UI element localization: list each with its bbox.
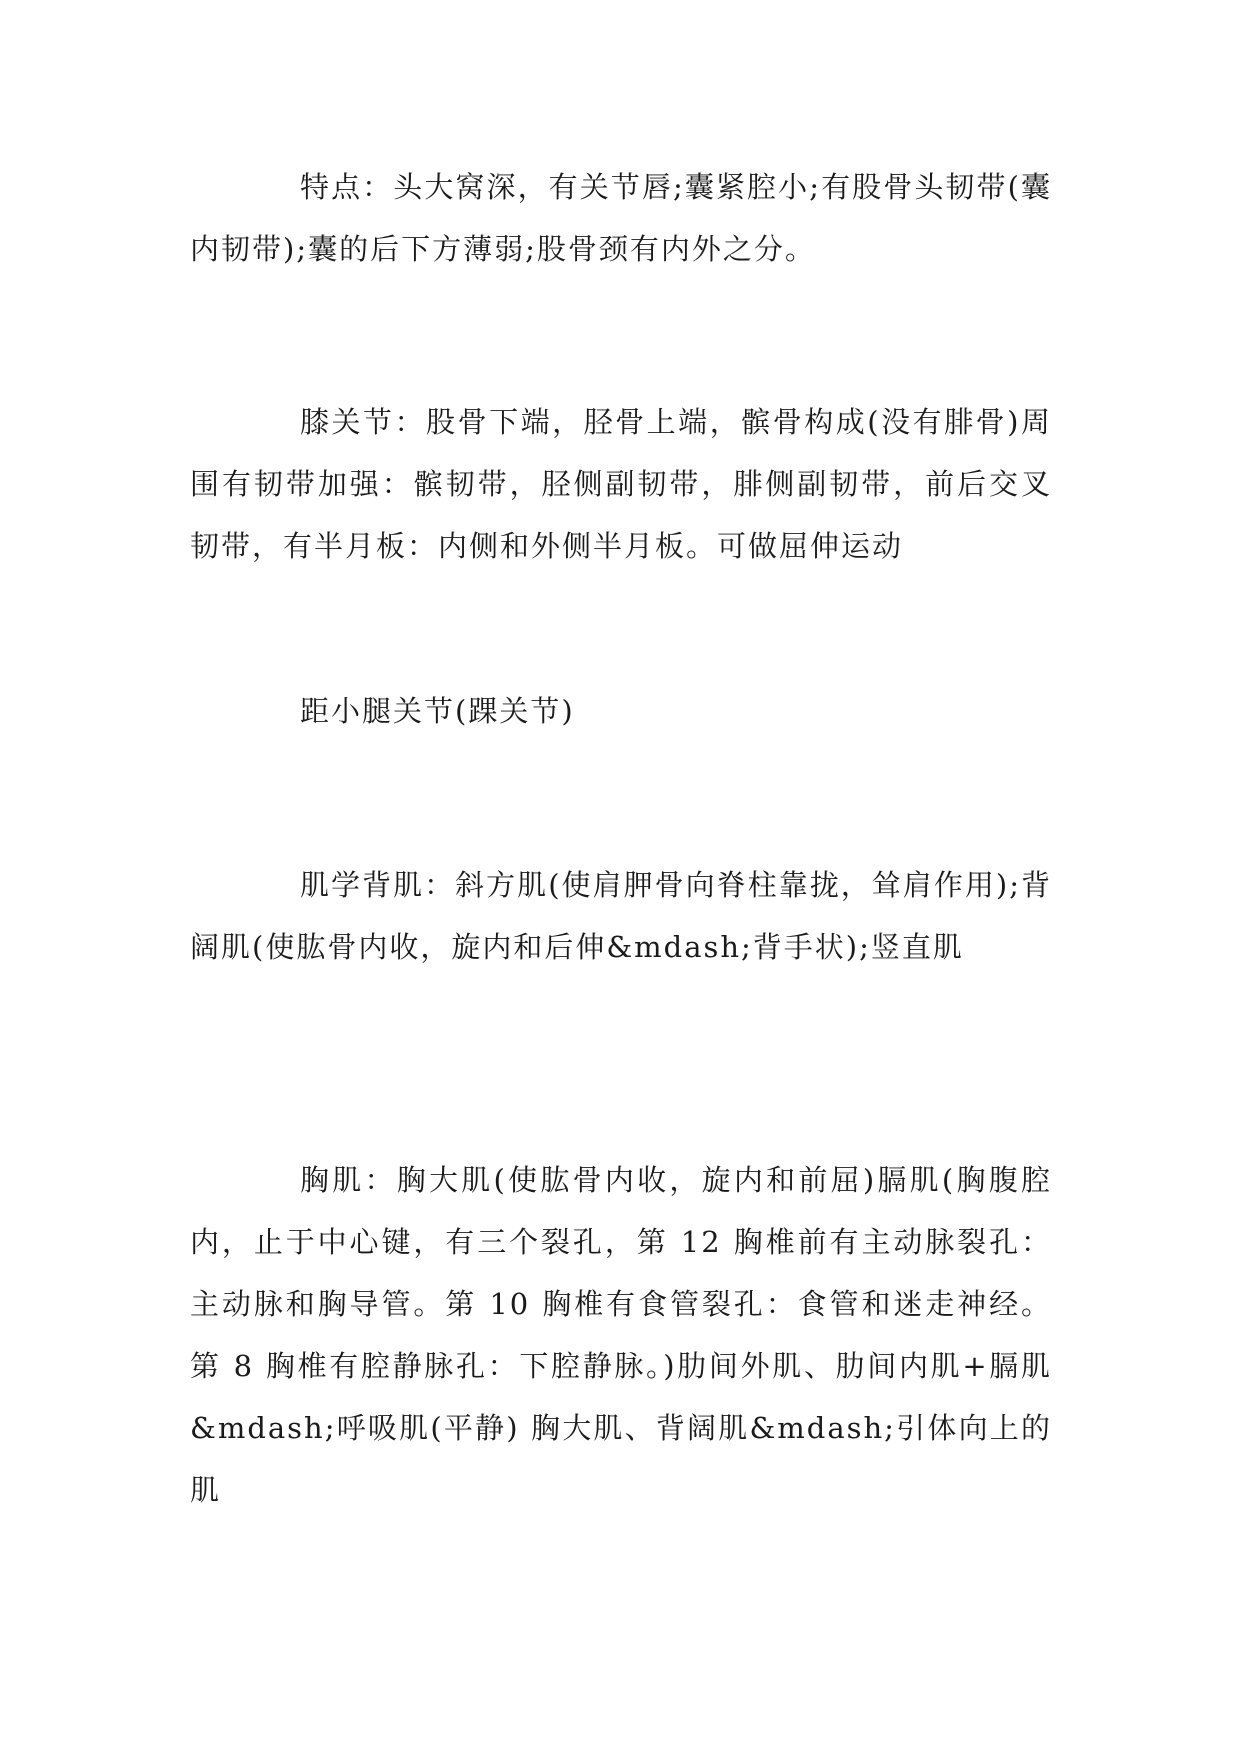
paragraph-ankle-joint: 距小腿关节(踝关节) (300, 694, 575, 728)
paragraph-hip-joint-features: 特点：头大窝深，有关节唇;囊紧腔小;有股骨头韧带(囊内韧带);囊的后下方薄弱;股骨颈有内外之分。 (190, 170, 1052, 266)
paragraph-back-muscles: 肌学背肌：斜方肌(使肩胛骨向脊柱靠拢，耸肩作用);背阔肌(使肱骨内收，旋内和后伸&mdash;背手状);竖直肌 (190, 868, 1052, 964)
paragraph-knee-joint: 膝关节：股骨下端，胫骨上端，髌骨构成(没有腓骨)周围有韧带加强：髌韧带，胫侧副韧带，腓侧副韧带，前后交叉韧带，有半月板：内侧和外侧半月板。可做屈伸运动 (190, 405, 1052, 563)
paragraph-chest-muscles: 胸肌：胸大肌(使肱骨内收，旋内和前屈)膈肌(胸腹腔内，止于中心键，有三个裂孔，第 12 胸椎前有主动脉裂孔：主动脉和胸导管。第 10 胸椎有食管裂孔：食管和迷走神经。第 8 胸椎有腔静脉孔：下腔静脉。)肋间外肌、肋间内肌+膈肌&mdash;呼吸肌(平静) 胸大肌、背阔肌&mdash;引体向上的肌 (190, 1163, 1052, 1507)
